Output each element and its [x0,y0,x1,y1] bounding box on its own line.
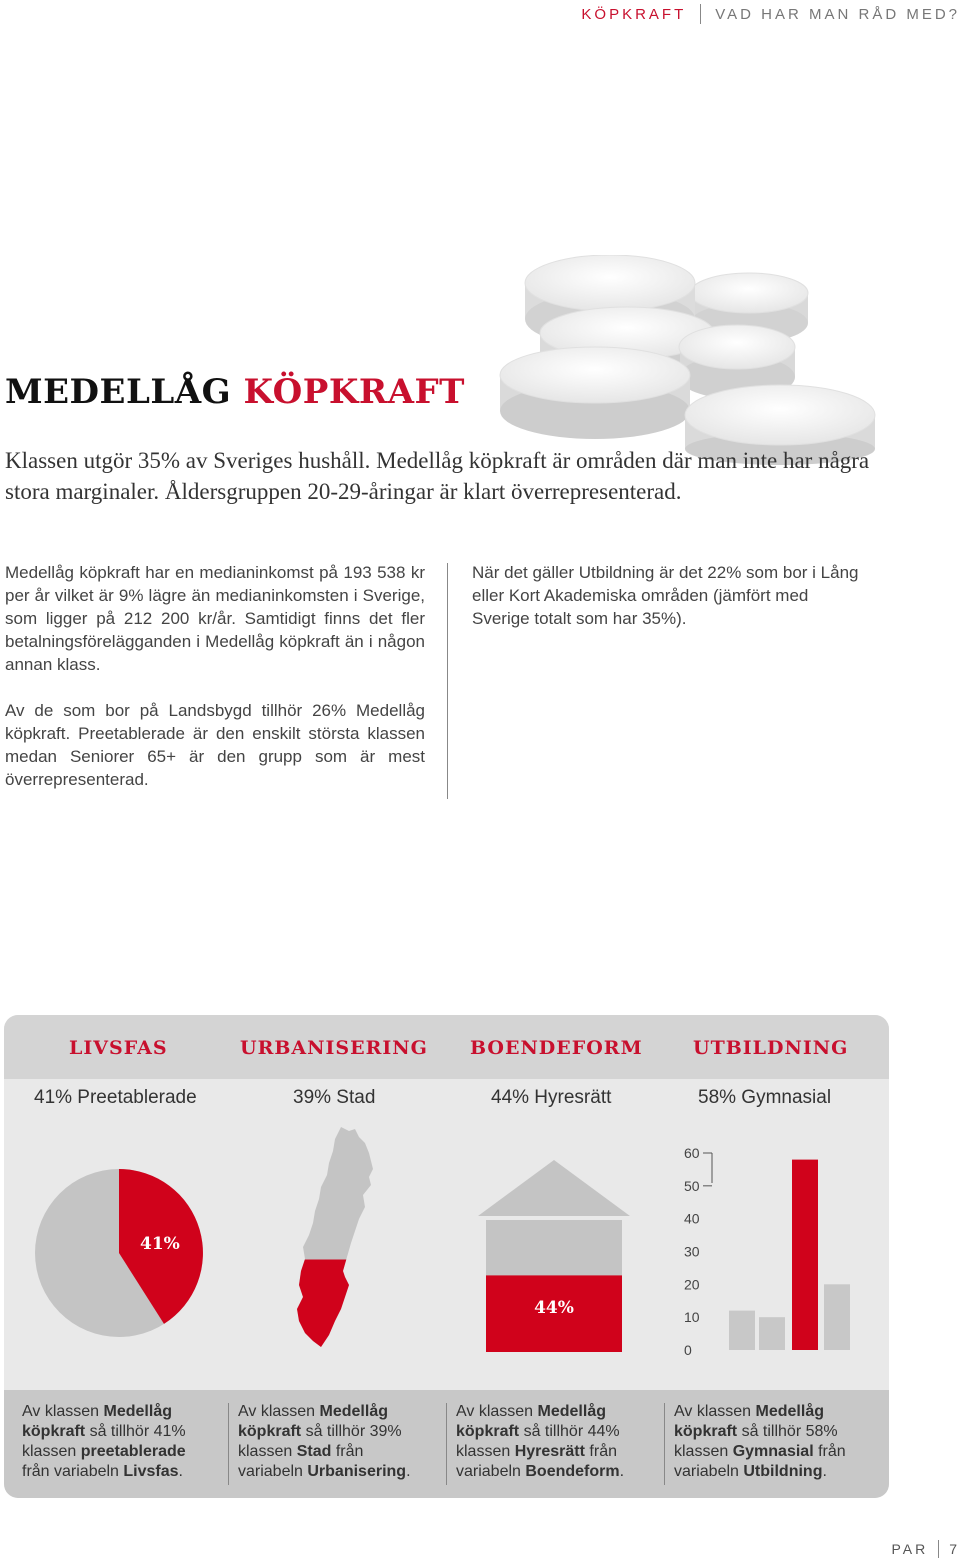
stat-utbildning: 58% Gymnasial [698,1087,832,1108]
note-emphasis: Urbanisering [307,1463,407,1480]
bar [729,1311,755,1350]
heading-boendeform: BOENDEFORM [470,1037,643,1059]
note-emphasis: Medellåg köpkraft [456,1403,606,1440]
body-right-column [472,561,862,630]
note-emphasis: Medellåg köpkraft [22,1403,172,1440]
note-text: från variabeln [674,1443,846,1480]
page-folio [891,1538,960,1560]
note-text: . [822,1463,827,1480]
running-head-divider [700,4,701,24]
body-paragraph: Medellåg köpkraft har en medianinkomst på 193 538 kr per år vilket är 9% lägre än medianinkomsten i Sverige, som ligger på 212 200 kr/år. Samtidigt finns det fler betalningsförelägganden i Medellåg köpkraft än i någon annan klass. [5,563,425,674]
note-text: så tillhör 44% klassen [456,1423,620,1460]
y-tick-label: 0 [684,1342,692,1358]
note-livsfas [22,1402,212,1482]
note-text: från variabeln [22,1463,124,1480]
note-urbanisering [238,1402,428,1482]
y-tick-label: 30 [684,1243,700,1260]
note-utbildning [674,1402,864,1482]
note-text: från variabeln [456,1443,617,1480]
note-emphasis: Medellåg köpkraft [238,1403,388,1440]
note-text: . [406,1463,411,1480]
note-text: . [619,1463,625,1480]
bar [759,1317,785,1350]
note-emphasis: Boendeform [525,1463,620,1480]
y-tick-label: 10 [684,1309,700,1326]
livsfas-pie [34,1168,204,1338]
column-divider [447,563,448,799]
note-emphasis: Utbildning [743,1463,823,1480]
sweden-map [289,1125,379,1350]
note-text: Av klassen [674,1403,756,1420]
coin-bottom-left [500,347,690,439]
note-text: så tillhör 41% klassen [22,1423,186,1460]
note-emphasis: Livsfas [123,1463,179,1480]
note-text: Av klassen [456,1403,538,1420]
y-tick-label: 20 [684,1276,700,1293]
publication-name: PAR [891,1541,929,1557]
bar [824,1284,850,1350]
coins-illustration [495,255,895,465]
note-divider [446,1403,447,1485]
stat-livsfas: 41% Preetablerade [34,1087,197,1108]
utbildning-bar-chart [659,1135,874,1360]
map-highlight-region [289,1260,379,1348]
note-text: Av klassen [238,1403,320,1420]
title-part1: MEDELLÅG [5,372,232,412]
body-left-column [5,561,425,791]
title-part2: KÖPKRAFT [243,372,465,412]
heading-livsfas: LIVSFAS [69,1037,168,1059]
stat-boendeform: 44% Hyresrätt [491,1087,612,1108]
folio-divider [938,1540,939,1558]
heading-urbanisering: URBANISERING [240,1037,428,1059]
note-emphasis: preetablerade [80,1443,186,1460]
page-number: 7 [949,1541,960,1557]
lead-paragraph: Klassen utgör 35% av Sveriges hushåll. Medellåg köpkraft är områden där man inte har några stora marginaler. Åldersgruppen 20-29-åringar är klart överrepresenterad. [5,448,870,504]
infographic-panel [4,1015,889,1498]
stat-urbanisering: 39% Stad [293,1087,376,1108]
note-divider [664,1403,665,1485]
note-emphasis: Stad [296,1443,332,1460]
note-text: så tillhör 39% klassen [238,1423,402,1460]
note-divider [228,1403,229,1485]
note-emphasis: Gymnasial [732,1443,814,1460]
note-text: Av klassen [22,1403,104,1420]
note-emphasis: Hyresrätt [514,1443,585,1460]
y-tick-label: 50 [684,1177,700,1194]
house-graphic [474,1160,634,1355]
house-roof [478,1160,630,1216]
body-paragraph: När det gäller Utbildning är det 22% som bor i Lång eller Kort Akademiska områden (jämfört med Sverige totalt som har 35%). [472,563,859,628]
note-boendeform [456,1402,646,1482]
running-head [581,4,960,24]
running-head-question: VAD HAR MAN RÅD MED? [715,5,960,23]
note-emphasis: Medellåg köpkraft [674,1403,824,1440]
heading-utbildning: UTBILDNING [693,1037,849,1059]
pie-value-label: 41% [140,1234,180,1254]
note-text: från variabeln [238,1443,364,1480]
note-text: . [178,1463,183,1480]
y-tick-label: 60 [684,1145,700,1161]
page-title [5,372,465,412]
y-tick-label: 40 [684,1210,700,1227]
running-head-section: KÖPKRAFT [581,5,687,23]
note-text: så tillhör 58% klassen [674,1423,838,1460]
body-paragraph: Av de som bor på Landsbygd tillhör 26% Medellåg köpkraft. Preetablerade är den enskilt största klassen medan Seniorer 65+ är den grupp som är mest överrepresenterad. [5,701,425,789]
bar [792,1160,818,1350]
house-value-label: 44% [534,1298,574,1318]
